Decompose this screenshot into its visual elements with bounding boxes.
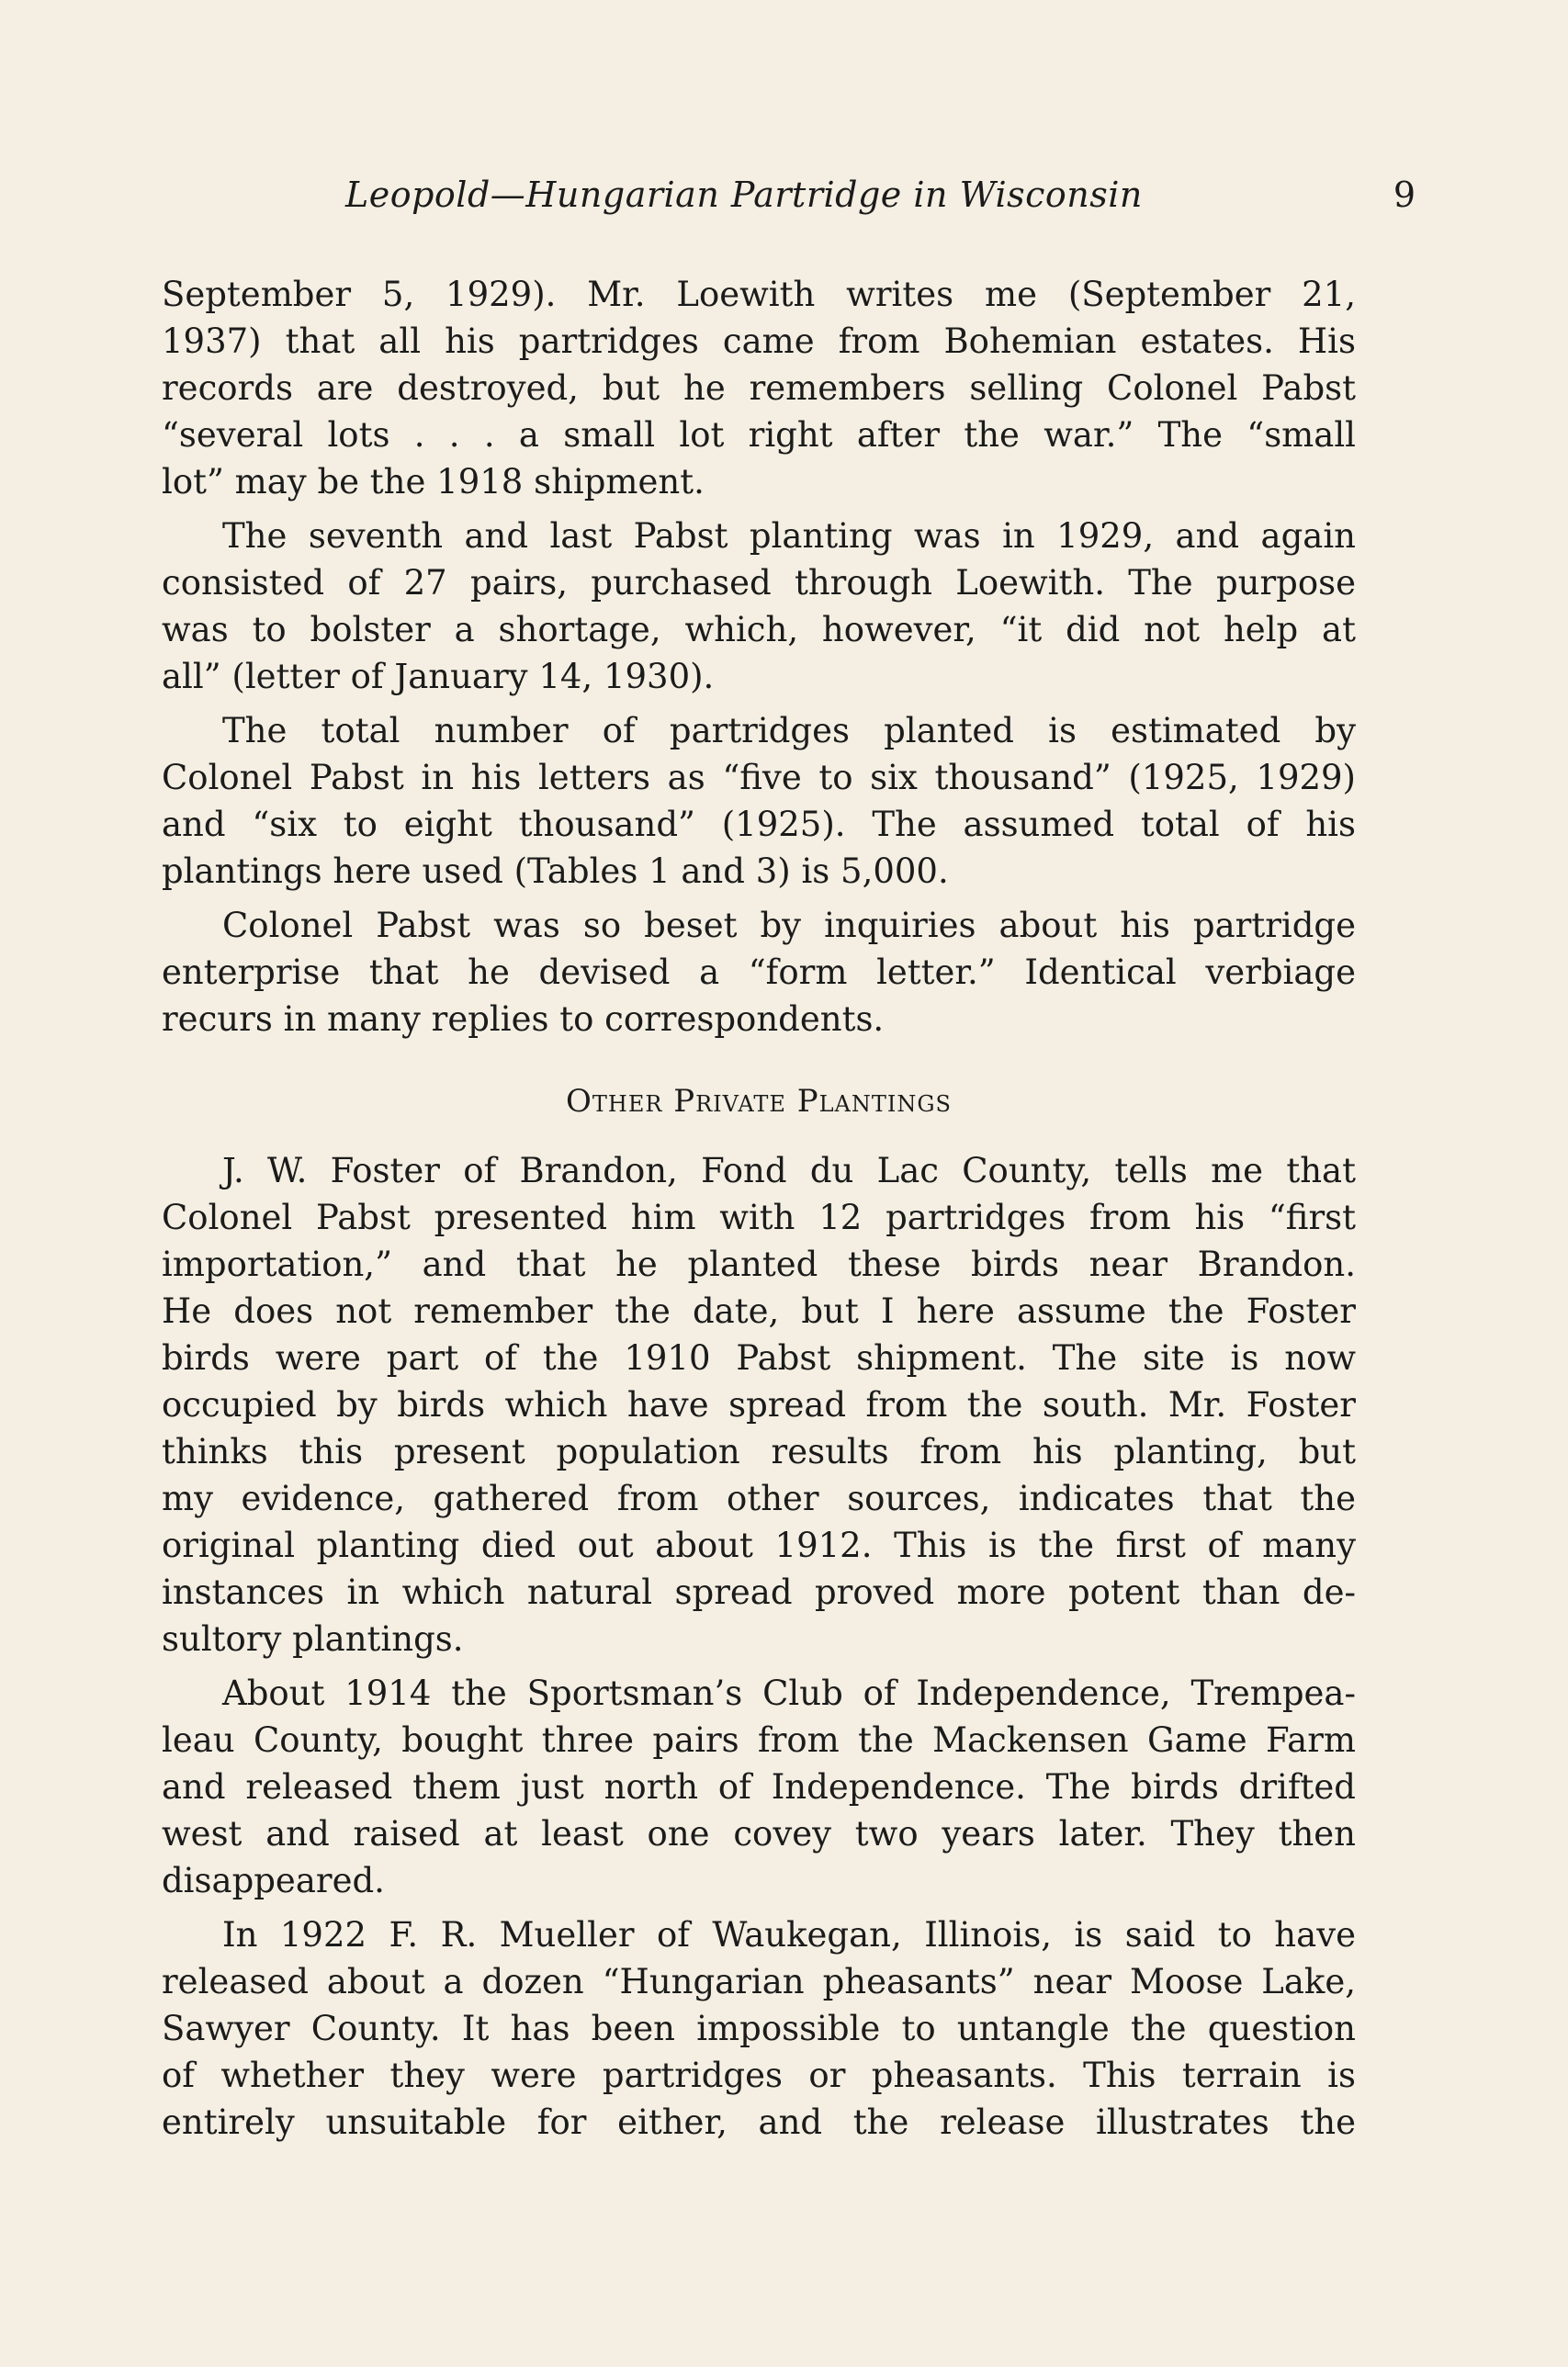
paragraph	[162, 1147, 1356, 1663]
text-line: recurs in many replies to correspondents.	[162, 999, 885, 1039]
text-line: and “six to eight thousand” (1925). The assumed total of his	[162, 805, 1356, 844]
text-line: He does not remember the date, but I here assume the Foster	[162, 1291, 1356, 1331]
paragraph	[162, 513, 1356, 700]
text-line: importation,” and that he planted these birds near Brandon.	[162, 1245, 1356, 1284]
paragraph	[162, 902, 1356, 1043]
text-line: entirely unsuitable for either, and the release illustrates the	[162, 2102, 1356, 2142]
paragraph	[162, 1670, 1356, 1904]
page-number: 9	[1393, 175, 1416, 215]
body-text	[162, 271, 1356, 2153]
text-line: instances in which natural spread proved more potent than de-	[162, 1572, 1356, 1612]
text-line: plantings here used (Tables 1 and 3) is 5,000.	[162, 851, 949, 891]
text-line: 1937) that all his partridges came from Bohemian estates. His	[162, 321, 1356, 361]
text-line: Colonel Pabst was so beset by inquiries about his partridge	[222, 906, 1356, 945]
section-heading: Other Private Plantings	[566, 1083, 952, 1120]
text-line: J. W. Foster of Brandon, Fond du Lac County, tells me that	[222, 1151, 1356, 1190]
text-line: west and raised at least one covey two years later. They then	[162, 1814, 1356, 1854]
text-line: “several lots . . . a small lot right after the war.” The “small	[162, 415, 1356, 455]
text-line: of whether they were partridges or pheasants. This terrain is	[162, 2056, 1356, 2095]
text-line: disappeared.	[162, 1861, 385, 1900]
text-line: original planting died out about 1912. This is the first of many	[162, 1526, 1356, 1565]
text-line: Colonel Pabst in his letters as “five to six thousand” (1925, 1929)	[162, 758, 1356, 797]
text-line: records are destroyed, but he remembers selling Colonel Pabst	[162, 368, 1356, 408]
text-line: my evidence, gathered from other sources, indicates that the	[162, 1479, 1356, 1518]
paragraph	[162, 1911, 1356, 2146]
text-line: occupied by birds which have spread from the south. Mr. Foster	[162, 1385, 1356, 1425]
text-line: About 1914 the Sportsman’s Club of Independence, Trempea-	[222, 1674, 1356, 1713]
text-line: Colonel Pabst presented him with 12 partridges from his “first	[162, 1198, 1356, 1237]
text-line: sultory plantings.	[162, 1619, 464, 1659]
text-line: lot” may be the 1918 shipment.	[162, 462, 705, 502]
text-line: The total number of partridges planted is estimated by	[222, 711, 1356, 750]
running-title: Leopold—Hungarian Partridge in Wisconsin	[345, 175, 1143, 215]
text-line: The seventh and last Pabst planting was in 1929, and again	[222, 516, 1356, 556]
text-line: consisted of 27 pairs, purchased through Loewith. The purpose	[162, 563, 1356, 603]
text-line: Sawyer County. It has been impossible to untangle the question	[162, 2009, 1356, 2048]
text-line: In 1922 F. R. Mueller of Waukegan, Illinois, is said to have	[222, 1915, 1356, 1955]
text-line: thinks this present population results from his planting, but	[162, 1432, 1356, 1471]
text-line: birds were part of the 1910 Pabst shipment. The site is now	[162, 1338, 1356, 1378]
text-line: enterprise that he devised a “form letter.” Identical verbiage	[162, 952, 1356, 992]
text-line: September 5, 1929). Mr. Loewith writes me (September 21,	[162, 275, 1356, 314]
text-line: released about a dozen “Hungarian pheasants” near Moose Lake,	[162, 1962, 1356, 2001]
paragraph	[162, 271, 1356, 505]
text-line: was to bolster a shortage, which, however, “it did not help at	[162, 610, 1356, 649]
paragraph	[162, 707, 1356, 895]
text-line: leau County, bought three pairs from the Mackensen Game Farm	[162, 1720, 1356, 1760]
running-head	[162, 175, 1416, 230]
text-line: all” (letter of January 14, 1930).	[162, 657, 715, 696]
text-line: and released them just north of Independence. The birds drifted	[162, 1767, 1356, 1807]
